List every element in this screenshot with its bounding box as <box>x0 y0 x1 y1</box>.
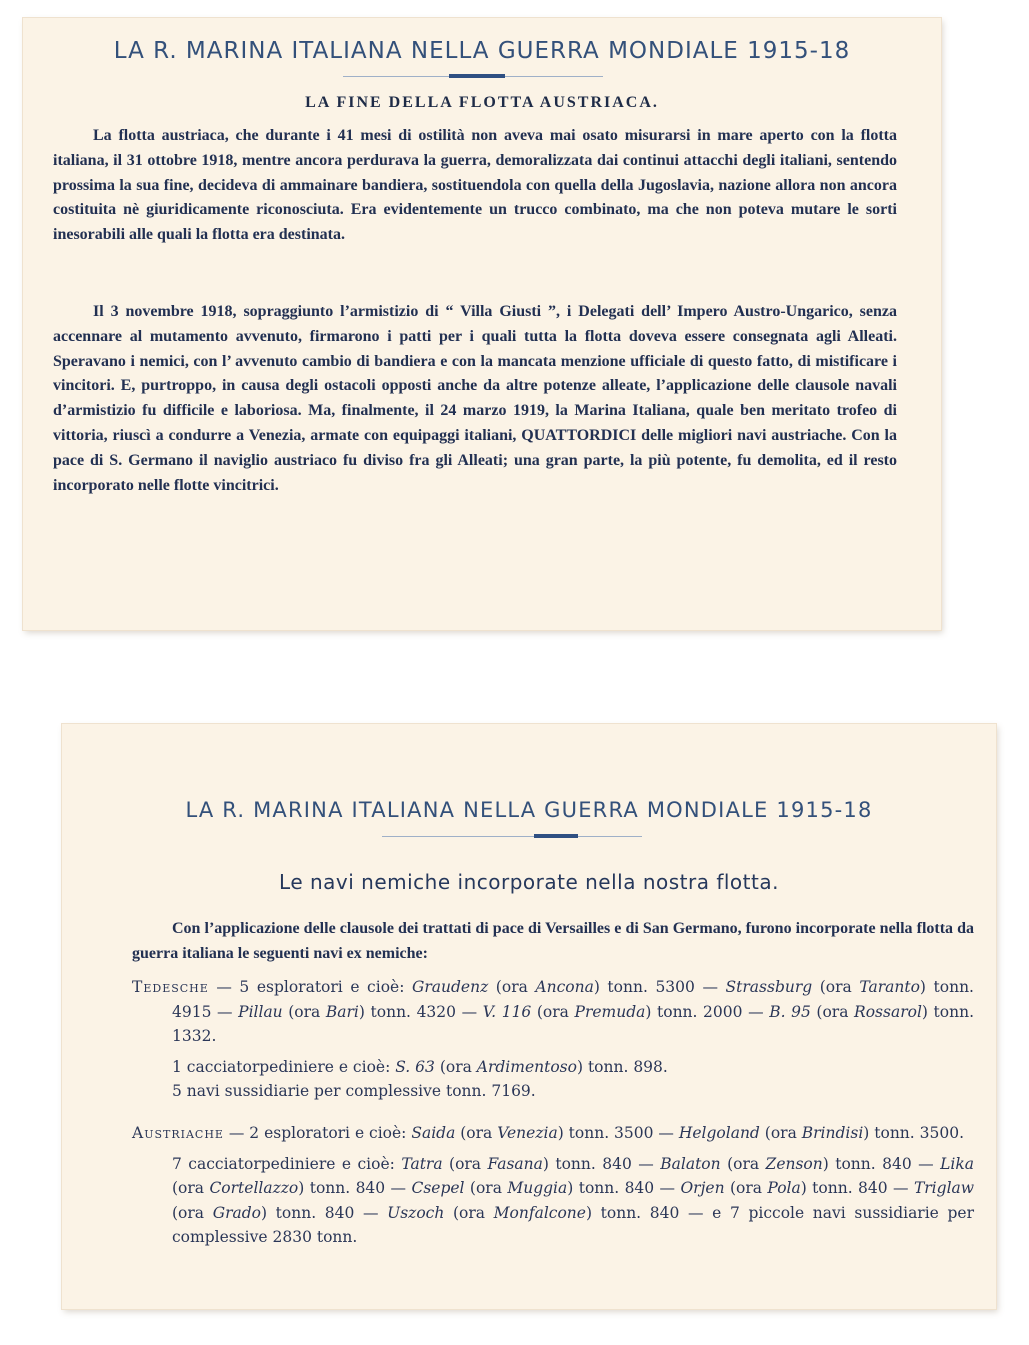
postcard-back <box>62 724 996 1309</box>
paragraph: Il 3 novembre 1918, sopraggiunto l’armistizio di “ Villa Giusti ”, i Delegati dell’ Impero Austro-Ungarico, senza accennare al mutamento avvenuto, firmarono i patti per i quali tutta la flotta doveva essere consegnata agli Alleati. Speravano i nemici, con l’ avvenuto cambio di bandiera e con la mancata menzione ufficiale di questo fatto, di mistificare i vincitori. E, purtroppo, in causa degli ostacoli opposti anche da altre potenze alleate, l’applicazione delle clausole navali d’armistizio fu difficile e laboriosa. Ma, finalmente, il 24 marzo 1919, la Marina Italiana, quale ben meritato trofeo di vittoria, riuscì a condurre a Venezia, armate con equipaggi italiani, QUATTORDICI delle migliori navi austriache. Con la pace di S. Germano il naviglio austriaco fu diviso fra gli Alleati; una gran parte, la più potente, fu demolita, ed il resto incorporato nelle flotte vincitrici. <box>53 303 897 494</box>
german-ships-section <box>132 975 974 1104</box>
postcard-front <box>23 18 941 630</box>
austrian-ships-section <box>132 1121 974 1250</box>
header-rule <box>343 76 603 77</box>
section-title: Le navi nemiche incorporate nella nostra flotta. <box>279 870 779 894</box>
austrian-scouts: Austriache — 2 esploratori e cioè: Saida (ora Venezia) tonn. 3500 — Helgoland (ora Brindisi) tonn. 3500. <box>132 1124 965 1142</box>
card-header: LA R. MARINA ITALIANA NELLA GUERRA MONDIALE 1915-18 <box>113 38 851 64</box>
german-destroyer: 1 cacciatorpediniere e cioè: S. 63 (ora Ardimentoso) tonn. 898. <box>172 1057 668 1076</box>
header-rule <box>382 836 642 837</box>
german-scouts: Tedesche — 5 esploratori e cioè: Graudenz (ora Ancona) tonn. 5300 — Strassburg (ora Taranto) tonn. 4915 — Pillau (ora Bari) tonn. 4320 — V. 116 (ora Premuda) tonn. 2000 — B. 95 (ora Rossarol) tonn. 1332. <box>132 978 974 1046</box>
section-title: LA FINE DELLA FLOTTA AUSTRIACA. <box>305 94 659 111</box>
nation-label: Austriache <box>132 1124 224 1142</box>
nation-label: Tedesche <box>132 978 209 996</box>
card-header: LA R. MARINA ITALIANA NELLA GUERRA MONDIALE 1915-18 <box>185 798 873 822</box>
german-auxiliary: 5 navi sussidiarie per complessive tonn. 7169. <box>172 1082 536 1101</box>
intro-paragraph: Con l’applicazione delle clausole dei trattati di pace di Versailles e di San Germano, furono incorporate nella flotta da guerra italiana le seguenti navi ex nemiche: <box>132 920 974 962</box>
austrian-destroyers: 7 cacciatorpediniere e cioè: Tatra (ora Fasana) tonn. 840 — Balaton (ora Zenson) tonn. 840 — Lika (ora Cortellazzo) tonn. 840 — Csepel (ora Muggia) tonn. 840 — Orjen (ora Pola) tonn. 840 — Triglaw (ora Grado) tonn. 840 — Uszoch (ora Monfalcone) tonn. 840 — e 7 piccole navi sussidiarie per complessive 2830 tonn. <box>172 1154 975 1247</box>
paragraph: La flotta austriaca, che durante i 41 mesi di ostilità non aveva mai osato misurarsi in mare aperto con la flotta italiana, il 31 ottobre 1918, mentre ancora perdurava la guerra, demoralizzata dai continui attacchi degli italiani, sentendo prossima la sua fine, decideva di ammainare bandiera, sostituendola con quella della Jugoslavia, nazione allora non ancora costituita nè giuridicamente riconosciuta. Era evidentemente un trucco combinato, ma che non poteva mutare le sorti inesorabili alle quali la flotta era destinata. <box>53 127 897 244</box>
